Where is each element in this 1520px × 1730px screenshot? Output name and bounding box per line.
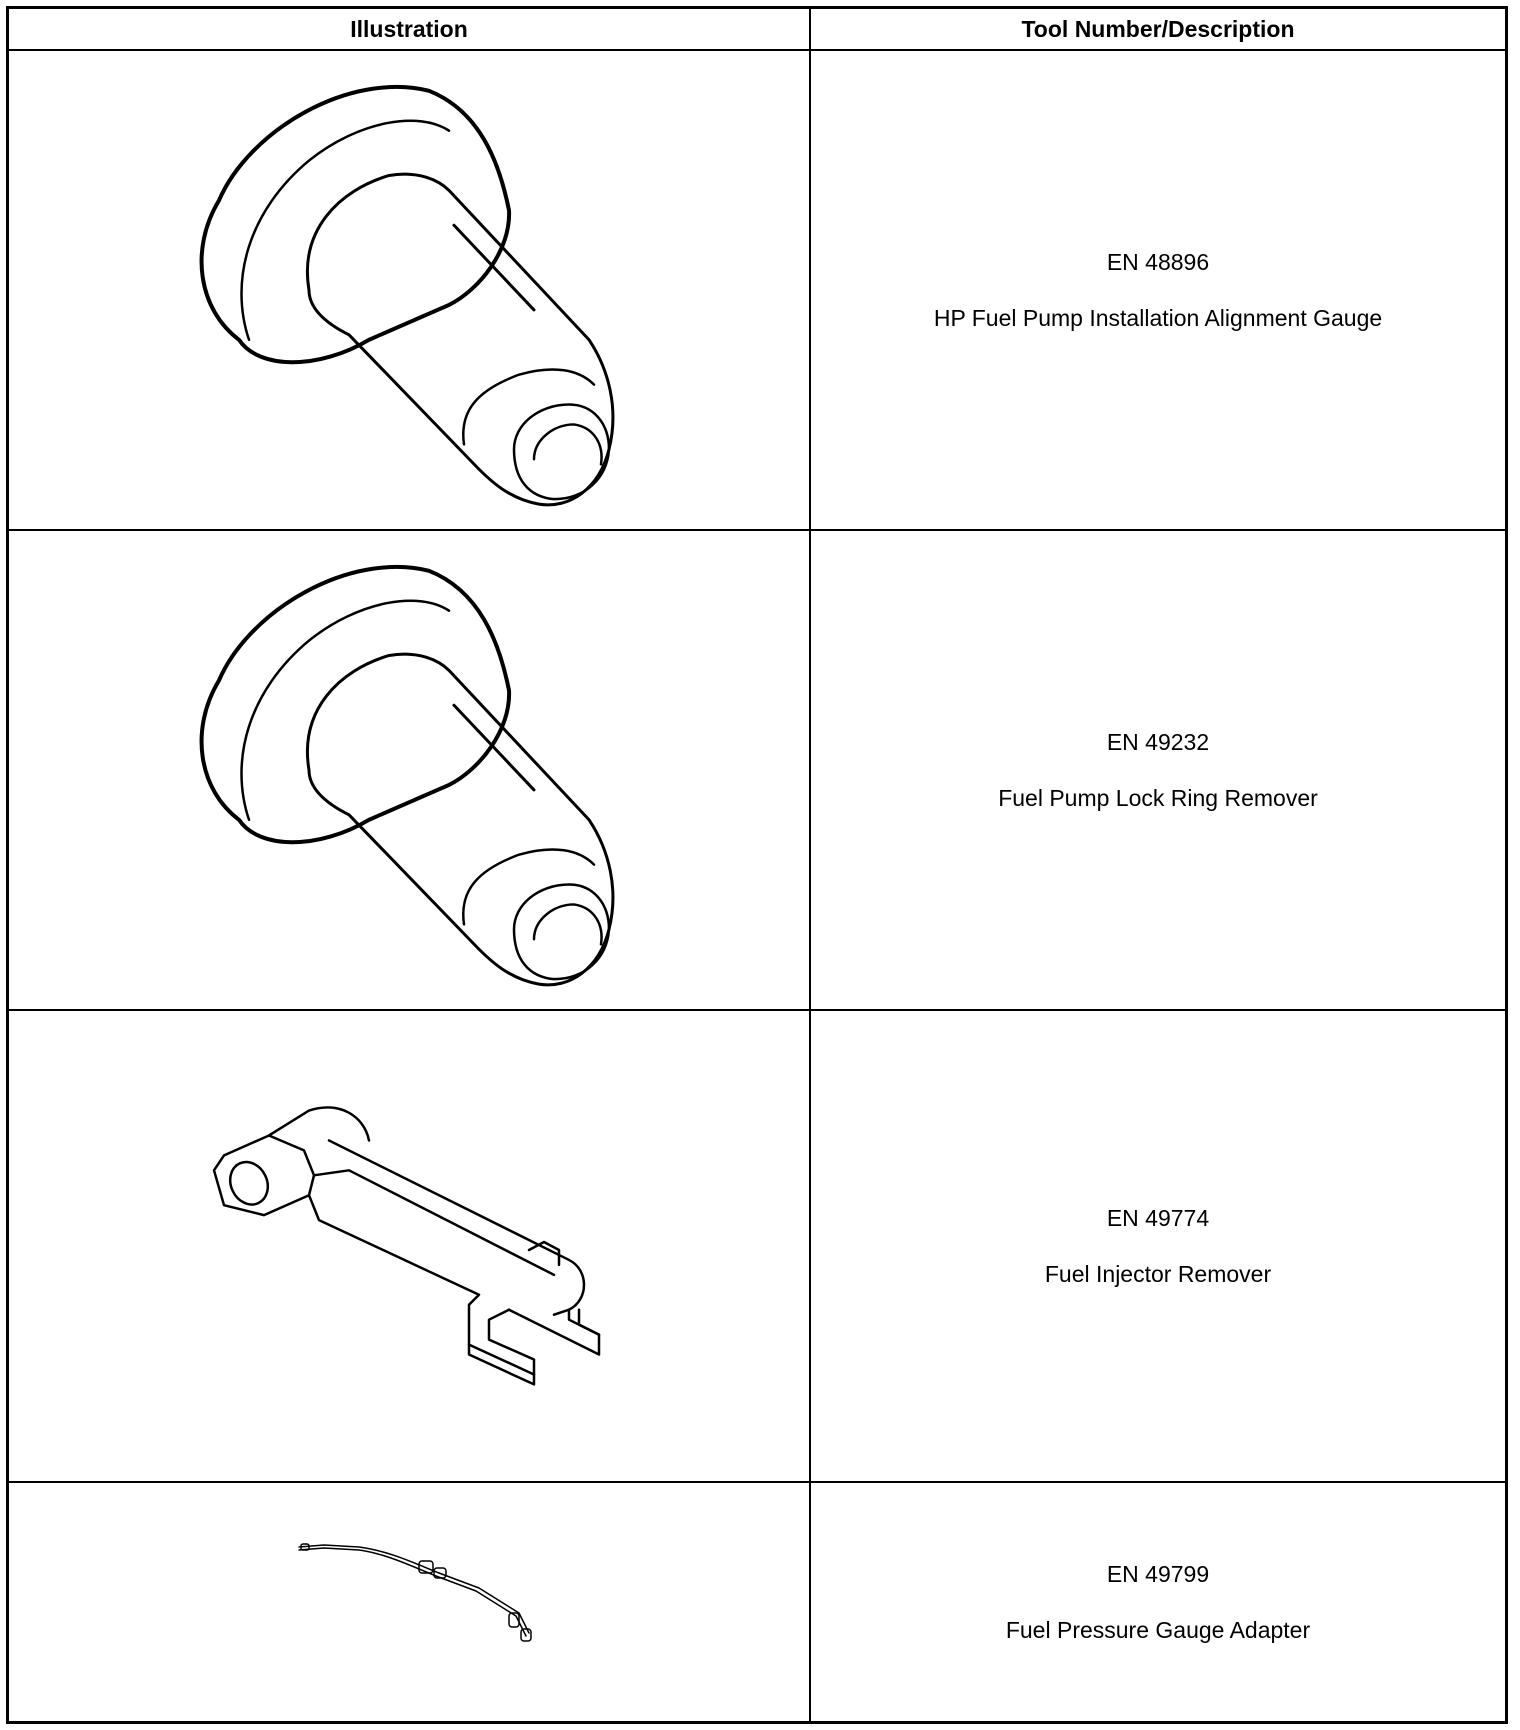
tool-number: EN 48896 [1106, 248, 1210, 275]
alignment-gauge-illustration [9, 51, 809, 529]
special-tools-table [6, 6, 1508, 1724]
injector-remover-illustration [9, 1011, 809, 1481]
tool-number: EN 49232 [1106, 728, 1210, 755]
header-tool-number-description: Tool Number/Description [1021, 16, 1295, 42]
tool-description-cell [811, 531, 1505, 1009]
tool-description: HP Fuel Pump Installation Alignment Gauge [933, 304, 1383, 331]
tool-description-cell [811, 1011, 1505, 1481]
tool-description: Fuel Pump Lock Ring Remover [998, 784, 1318, 811]
tool-description: Fuel Pressure Gauge Adapter [1005, 1616, 1311, 1643]
table-row [9, 1483, 1505, 1721]
tool-description-cell [811, 51, 1505, 529]
tool-description: Fuel Injector Remover [1044, 1260, 1272, 1287]
tool-description-cell [811, 1483, 1505, 1721]
header-illustration: Illustration [350, 16, 468, 42]
table-row [9, 51, 1505, 531]
table-row [9, 531, 1505, 1011]
table-header [9, 9, 1505, 51]
lock-ring-remover-illustration [9, 531, 809, 1009]
table-row [9, 1011, 1505, 1483]
tool-number: EN 49774 [1106, 1204, 1210, 1231]
tool-number: EN 49799 [1106, 1560, 1210, 1587]
gauge-adapter-illustration [9, 1483, 809, 1721]
